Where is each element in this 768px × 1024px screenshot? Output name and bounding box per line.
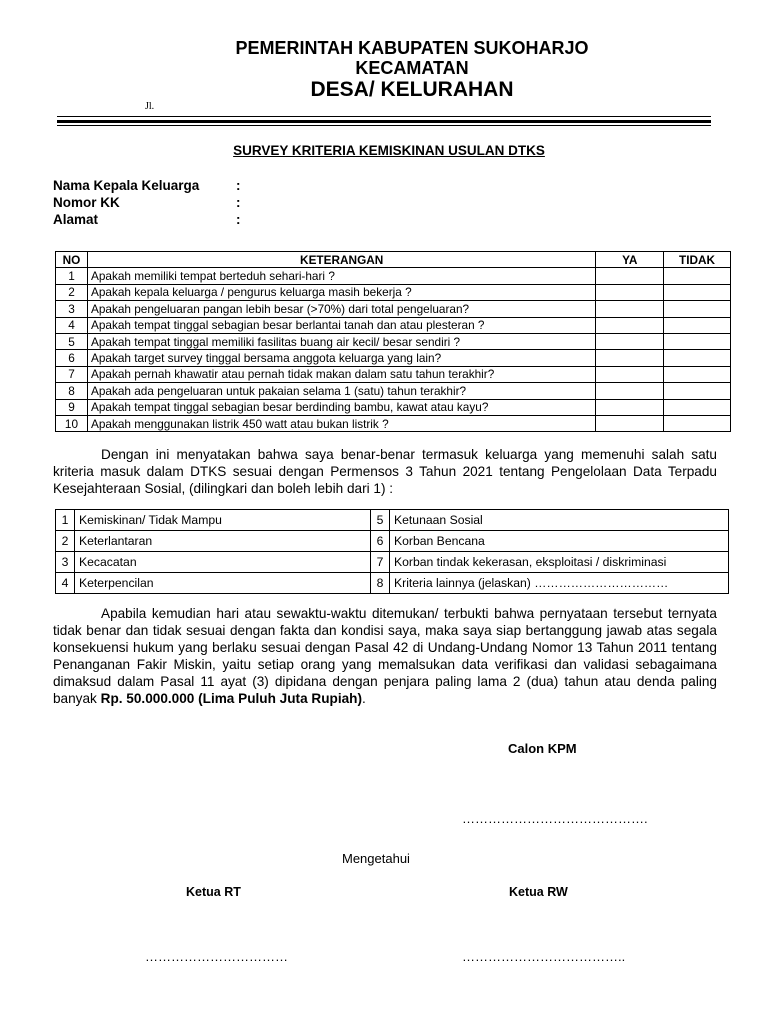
answer-tidak-cell[interactable] [664,284,731,300]
question-number: 5 [56,333,88,349]
ketua-rt-label: Ketua RT [186,885,241,899]
answer-ya-cell[interactable] [596,333,664,349]
question-number: 4 [56,317,88,333]
question-row [56,350,731,366]
header-divider [57,116,711,117]
criteria-number[interactable]: 5 [371,510,390,531]
criteria-number[interactable]: 8 [371,573,390,594]
col-ya: YA [596,252,664,268]
questions-table [55,251,731,432]
question-number: 10 [56,415,88,431]
calon-kpm-signature-line: ……………………………………. [462,811,648,826]
calon-kpm-label: Calon KPM [508,741,577,756]
criteria-row [56,552,729,573]
criteria-number[interactable]: 3 [56,552,75,573]
criteria-text: Kriteria lainnya (jelaskan) …………………………… [390,573,729,594]
criteria-text: Keterpencilan [75,573,371,594]
statement-criteria [53,446,717,497]
identity-kk-row [53,195,241,210]
answer-tidak-cell[interactable] [664,301,731,317]
answer-tidak-cell[interactable] [664,317,731,333]
answer-ya-cell[interactable] [596,366,664,382]
question-number: 2 [56,284,88,300]
header-divider-thick [57,120,711,123]
question-text: Apakah kepala keluarga / pengurus keluarga masih bekerja ? [87,284,595,300]
criteria-number[interactable]: 6 [371,531,390,552]
question-row [56,399,731,415]
statement-liability-end: . [362,691,366,706]
answer-ya-cell[interactable] [596,383,664,399]
criteria-row [56,510,729,531]
identity-label: Nama Kepala Keluarga [53,178,200,193]
criteria-row [56,531,729,552]
question-number: 6 [56,350,88,366]
criteria-text: Kemiskinan/ Tidak Mampu [75,510,371,531]
criteria-number[interactable]: 7 [371,552,390,573]
ketua-rw-label: Ketua RW [509,885,568,899]
question-text: Apakah memiliki tempat berteduh sehari-hari ? [87,268,595,284]
header-divider-thin [57,125,711,126]
answer-ya-cell[interactable] [596,284,664,300]
identity-address-row [53,212,241,227]
answer-ya-cell[interactable] [596,268,664,284]
statement-liability-text: Apabila kemudian hari atau sewaktu-waktu ditemukan/ terbukti bahwa pernyataan tersebut ternyata tidak benar dan tidak sesuai dengan fakta dan kondisi saya, maka saya siap bertanggung jawab atas segala konsekuensi hukum yang berlaku sesuai dengan Pasal 42 di Undang-Undang Nomor 13 Tahun 2011 tentang Penanganan Fakir Miskin, yaitu setiap orang yang memalsukan data verifikasi dan validasi sebagaimana dimaksud dalam Pasal 11 ayat (3) dipidana dengan penjara paling lama 2 (dua) tahun atau denda paling banyak [53,606,717,706]
criteria-number[interactable]: 2 [56,531,75,552]
question-text: Apakah target survey tinggal bersama anggota keluarga yang lain? [87,350,595,366]
answer-ya-cell[interactable] [596,301,664,317]
identity-label: Nomor KK [53,195,120,210]
question-text: Apakah menggunakan listrik 450 watt atau bukan listrik ? [87,415,595,431]
ketua-rt-signature-line: …………………………… [145,949,288,964]
criteria-text: Kecacatan [75,552,371,573]
criteria-text: Korban tindak kekerasan, eksploitasi / diskriminasi [390,552,729,573]
question-text: Apakah pernah khawatir atau pernah tidak makan dalam satu tahun terakhir? [87,366,595,382]
answer-tidak-cell[interactable] [664,333,731,349]
col-no: NO [56,252,88,268]
header-village: DESA/ KELURAHAN [310,78,514,101]
identity-colon: : [236,178,241,193]
questions-header-row [56,252,731,268]
question-number: 7 [56,366,88,382]
statement-liability [53,605,717,707]
answer-tidak-cell[interactable] [664,366,731,382]
statement-criteria-text: Dengan ini menyatakan bahwa saya benar-benar termasuk keluarga yang memenuhi salah satu kriteria masuk dalam DTKS sesuai dengan Permensos 3 Tahun 2021 tentang Pengelolaan Data Terpadu Kesejahteraan Sosial, (dilingkari dan boleh lebih dari 1) : [53,447,717,496]
mengetahui-label: Mengetahui [342,851,410,866]
criteria-row [56,573,729,594]
criteria-table [55,509,729,594]
question-text: Apakah tempat tinggal sebagian besar berlantai tanah dan atau plesteran ? [87,317,595,333]
question-text: Apakah tempat tinggal memiliki fasilitas buang air kecil/ besar sendiri ? [87,333,595,349]
answer-tidak-cell[interactable] [664,268,731,284]
header-district: KECAMATAN [355,58,469,78]
col-tidak: TIDAK [664,252,731,268]
answer-tidak-cell[interactable] [664,415,731,431]
answer-ya-cell[interactable] [596,415,664,431]
criteria-text: Korban Bencana [390,531,729,552]
header-address: Jl. [145,101,155,112]
question-text: Apakah ada pengeluaran untuk pakaian selama 1 (satu) tahun terakhir? [87,383,595,399]
fine-amount: Rp. 50.000.000 (Lima Puluh Juta Rupiah) [100,691,362,706]
answer-tidak-cell[interactable] [664,399,731,415]
question-number: 8 [56,383,88,399]
answer-ya-cell[interactable] [596,350,664,366]
question-row [56,301,731,317]
criteria-number[interactable]: 4 [56,573,75,594]
question-number: 9 [56,399,88,415]
col-keterangan: KETERANGAN [87,252,595,268]
identity-label: Alamat [53,212,99,227]
answer-tidak-cell[interactable] [664,350,731,366]
answer-ya-cell[interactable] [596,317,664,333]
answer-ya-cell[interactable] [596,399,664,415]
ketua-rw-signature-line: ……………………………….. [462,949,626,964]
identity-colon: : [236,212,241,227]
document-title: SURVEY KRITERIA KEMISKINAN USULAN DTKS [233,143,545,158]
question-row [56,317,731,333]
question-row [56,268,731,284]
question-row [56,383,731,399]
identity-colon: : [236,195,241,210]
question-row [56,415,731,431]
question-row [56,333,731,349]
criteria-text: Keterlantaran [75,531,371,552]
question-number: 3 [56,301,88,317]
question-row [56,366,731,382]
answer-tidak-cell[interactable] [664,383,731,399]
header-government: PEMERINTAH KABUPATEN SUKOHARJO [235,38,589,58]
criteria-number[interactable]: 1 [56,510,75,531]
question-number: 1 [56,268,88,284]
question-text: Apakah tempat tinggal sebagian besar berdinding bambu, kawat atau kayu? [87,399,595,415]
question-row [56,284,731,300]
question-text: Apakah pengeluaran pangan lebih besar (>70%) dari total pengeluaran? [87,301,595,317]
criteria-text: Ketunaan Sosial [390,510,729,531]
identity-name-row [53,178,241,193]
